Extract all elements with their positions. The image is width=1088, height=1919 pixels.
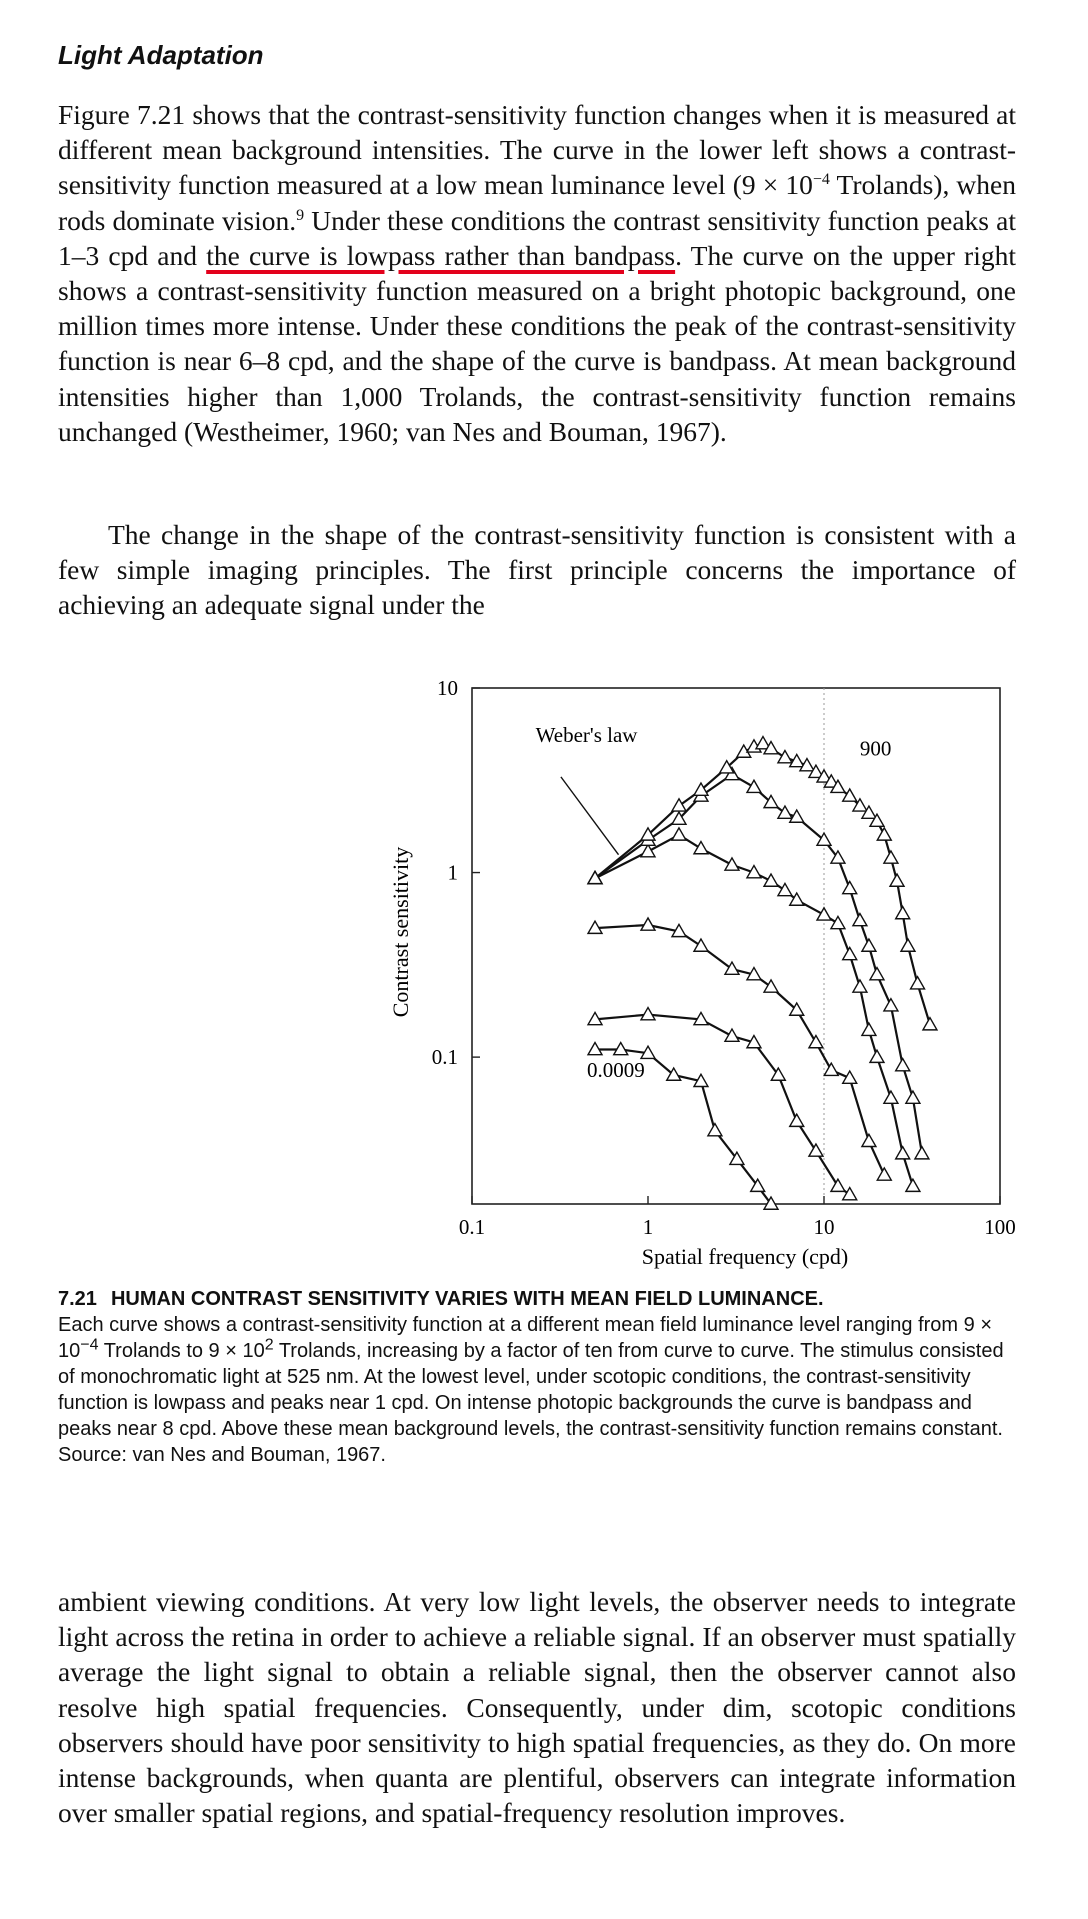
- data-point: [862, 1134, 876, 1146]
- x-tick-label: 1: [642, 1215, 654, 1239]
- data-point: [843, 1071, 857, 1083]
- y-tick-label: 10: [437, 676, 458, 700]
- data-point: [694, 842, 708, 854]
- data-point: [906, 1179, 920, 1191]
- data-point: [915, 1147, 929, 1159]
- data-point: [877, 828, 891, 840]
- y-tick-label: 0.1: [431, 1045, 458, 1070]
- data-point: [747, 780, 761, 792]
- series-line: [595, 1015, 850, 1195]
- data-point: [923, 1018, 937, 1030]
- data-point: [831, 916, 845, 928]
- annotation-webers-law: Weber's law: [535, 722, 638, 747]
- data-point: [843, 947, 857, 959]
- series-line: [595, 925, 884, 1175]
- highlighted-phrase: the curve is lowpass rather than bandpass: [206, 239, 676, 271]
- x-tick-label: 0.1: [458, 1215, 486, 1239]
- annotation-0.0009: 0.0009: [586, 1058, 645, 1083]
- data-point: [901, 939, 915, 951]
- data-point: [884, 851, 898, 863]
- data-point: [764, 980, 778, 992]
- data-point: [725, 962, 739, 974]
- data-point: [870, 1050, 884, 1062]
- x-axis-label: Spatial frequency (cpd): [641, 1244, 849, 1269]
- caption-text: Trolands to 9 × 10: [98, 1340, 265, 1362]
- para1-text: . The curve on the upper right shows a contrast-sensitivity function measured on a bright photopic background, one million times more intense. Under these conditions the peak of the contrast-sensitivity function is near 6–8 cpd, and the shape of the curve is bandpass. At mean background intensities higher than 1,000 Trolands, the contrast-sensitivity function remains unchanged (Westheimer, 1960; van Nes and Bouman, 1967).: [58, 239, 1016, 447]
- data-point: [862, 939, 876, 951]
- data-point: [843, 1188, 857, 1200]
- data-point: [843, 789, 857, 801]
- para1-text: Under these conditions the contrast sensitivity function peaks at 1–3 cpd and: [58, 204, 1016, 271]
- data-point: [884, 999, 898, 1011]
- data-point: [896, 1147, 910, 1159]
- annotation-900: 900: [859, 736, 892, 761]
- figure-caption: [58, 1286, 1018, 1468]
- data-point: [906, 1091, 920, 1103]
- data-point: [809, 1036, 823, 1048]
- caption-exponent: 2: [264, 1336, 274, 1354]
- data-point: [896, 1059, 910, 1071]
- data-point: [725, 858, 739, 870]
- caption-exponent: −4: [80, 1336, 99, 1354]
- data-point: [672, 828, 686, 840]
- data-point: [790, 1114, 804, 1126]
- footnote-marker[interactable]: 9: [296, 206, 305, 224]
- para1-exponent: −4: [812, 171, 830, 189]
- caption-text: Trolands, increasing by a factor of ten from curve to curve. The stimulus consisted of monochromatic light at 525 nm. At the lowest level, under scotopic conditions, the contrast-sensitivity function is lowpass and peaks near 1 cpd. On intense photopic backgrounds the curve is bandpass and peaks near 8 cpd. Above these mean background levels, the contrast-sensitivity function remains constant. Source: van Nes and Bouman, 1967.: [58, 1340, 1004, 1466]
- data-point: [809, 1144, 823, 1156]
- data-point: [877, 1168, 891, 1180]
- caption-number: 7.21: [58, 1288, 97, 1310]
- data-point: [694, 939, 708, 951]
- x-tick-label: 10: [813, 1215, 835, 1239]
- data-point: [778, 751, 792, 763]
- data-point: [890, 874, 904, 886]
- y-tick-label: 1: [447, 860, 458, 885]
- data-point: [708, 1124, 722, 1136]
- data-point: [641, 918, 655, 930]
- data-point: [884, 1091, 898, 1103]
- contrast-sensitivity-chart: [380, 670, 1020, 1280]
- data-point: [853, 913, 867, 925]
- annotation-leader-line: [561, 777, 619, 855]
- data-point: [843, 881, 857, 893]
- series-line: [595, 775, 922, 1154]
- y-axis-label: Contrast sensitivity: [388, 846, 413, 1018]
- data-point: [831, 1179, 845, 1191]
- data-point: [870, 968, 884, 980]
- data-point: [641, 845, 655, 857]
- para1-text: Trolands), when rods dominate vision.: [58, 169, 1017, 236]
- data-point: [725, 1029, 739, 1041]
- data-point: [641, 1008, 655, 1020]
- plot-frame: [472, 688, 1000, 1204]
- plot-area: [432, 676, 1016, 1239]
- data-point: [778, 806, 792, 818]
- para1-text: Figure 7.21 shows that the contrast-sensitivity function changes when it is measured at different mean background intensities. The curve in the lower left shows a contrast-sensitivity function measured at a low mean luminance level (9 × 10: [58, 99, 1016, 201]
- caption-title: HUMAN CONTRAST SENSITIVITY VARIES WITH MEAN FIELD LUMINANCE.: [110, 1288, 824, 1310]
- data-point: [853, 980, 867, 992]
- data-point: [862, 1023, 876, 1035]
- data-point: [896, 907, 910, 919]
- section-title: Light Adaptation: [58, 40, 264, 70]
- paragraph-3: ambient viewing conditions. At very low light levels, the observer needs to integrate light across the retina in order to achieve a reliable signal. If an observer must spatially average the light signal to obtain a reliable signal, then the observer cannot also resolve high spatial frequencies. Consequently, under dim, scotopic conditions observers should have poor sensitivity to high spatial frequencies, as they do. On more intense backgrounds, when quanta are plentiful, observers can integrate information over smaller spatial regions, and spatial-frequency resolution improves.: [58, 1586, 1016, 1829]
- data-point: [778, 883, 792, 895]
- caption-text: Each curve shows a contrast-sensitivity function at a different mean field luminance level ranging from 9 × 10: [58, 1314, 992, 1362]
- paragraph-1: [58, 97, 1016, 449]
- paragraph-2: The change in the shape of the contrast-sensitivity function is consistent with a few simple imaging principles. The first principle concerns the importance of achieving an adequate signal under the: [58, 519, 1016, 621]
- series-line: [595, 835, 913, 1186]
- data-point: [911, 977, 925, 989]
- data-point: [824, 1063, 838, 1075]
- data-point: [672, 799, 686, 811]
- data-point: [764, 874, 778, 886]
- x-tick-label: 100: [984, 1215, 1016, 1239]
- data-point: [817, 908, 831, 920]
